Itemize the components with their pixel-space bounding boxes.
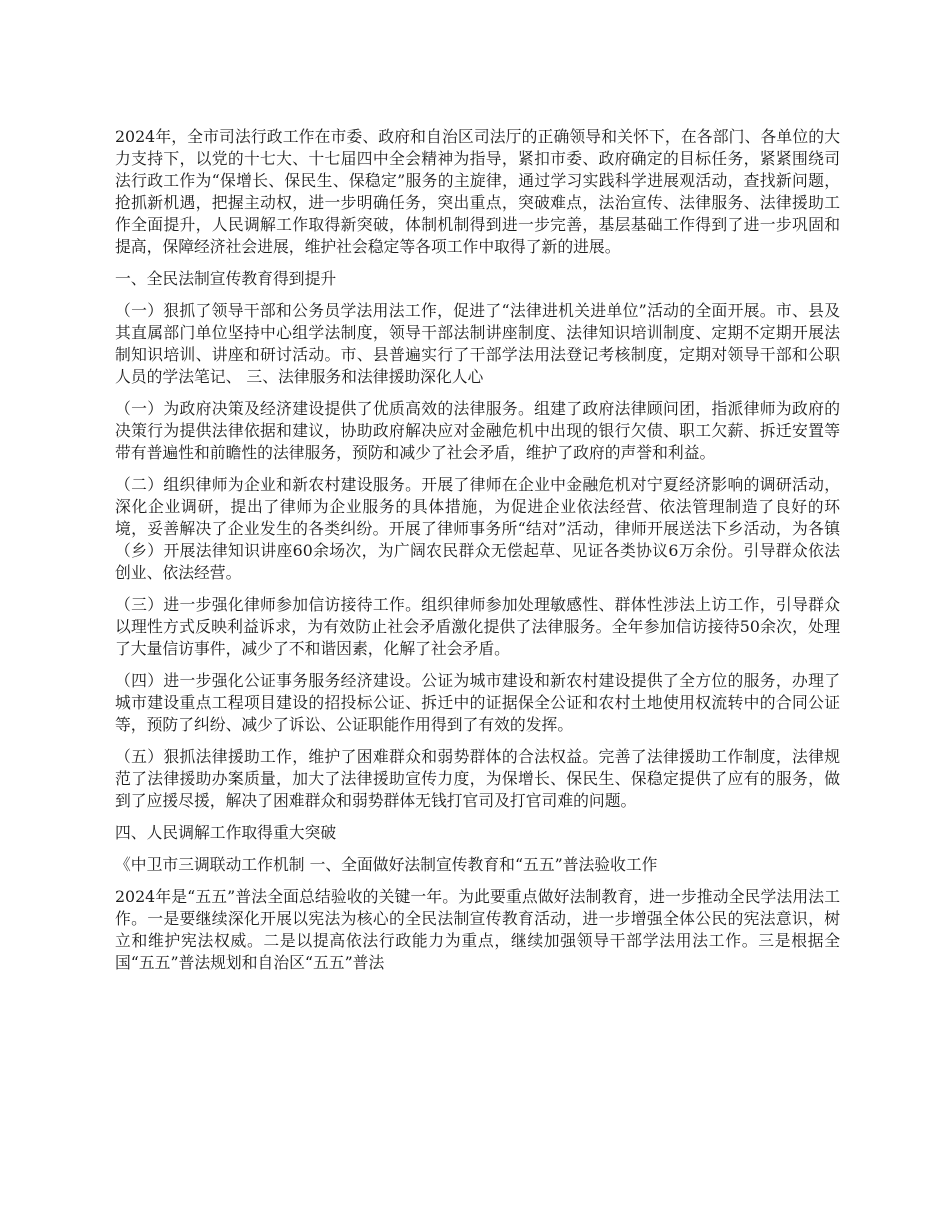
- intro-paragraph: 2024年，全市司法行政工作在市委、政府和自治区司法厅的正确领导和关怀下，在各部门、各单位的大力支持下，以党的十七大、十七届四中全会精神为指导，紧扣市委、政府确定的目标任务，紧紧围绕司法行政工作为“保增长、保民生、保稳定”服务的主旋律，通过学习实践科学进展观活动，查找新问题，抢抓新机遇，把握主动权，进一步明确任务，突出重点，突破难点，法治宣传、法律服务、法律援助工作全面提升，人民调解工作取得新突破，体制机制得到进一步完善，基层基础工作得到了进一步巩固和提高，保障经济社会进展，维护社会稳定等各项工作中取得了新的进展。: [115, 127, 840, 256]
- section-heading-1: 一、全民法制宣传教育得到提升: [115, 269, 337, 288]
- paragraph-3-3: （三）进一步强化律师参加信访接待工作。组织律师参加处理敏感性、群体性涉法上访工作，引导群众以理性方式反映利益诉求，为有效防止社会矛盾激化提供了法律服务。全年参加信访接待50余次，处理了大量信访事件，减少了不和谐因素，化解了社会矛盾。: [115, 595, 840, 658]
- paragraph-3-1: （一）为政府决策及经济建设提供了优质高效的法律服务。组建了政府法律顾问团，指派律师为政府的决策行为提供法律依据和建议，协助政府解决应对金融危机中出现的银行欠债、职工欠薪、拆迁安置等带有普遍性和前瞻性的法律服务，预防和减少了社会矛盾，维护了政府的声誉和利益。: [115, 399, 840, 462]
- paragraph-plan-2024: 2024年是“五五”普法全面总结验收的关键一年。为此要重点做好法制教育，进一步推动全民学法用法工作。一是要继续深化开展以宪法为核心的全民法制宣传教育活动，进一步增强全体公民的宪法意识，树立和维护宪法权威。二是以提高依法行政能力为重点，继续加强领导干部学法用法工作。三是根据全国“五五”普法规划和自治区“五五”普法: [115, 887, 840, 972]
- paragraph-1-1: （一）狠抓了领导干部和公务员学法用法工作，促进了“法律进机关进单位”活动的全面开展。市、县及其直属部门单位坚持中心组学法制度，领导干部法制讲座制度、法律知识培训制度、定期不定期开展法制知识培训、讲座和研讨活动。市、县普遍实行了干部学法用法登记考核制度，定期对领导干部和公职人员的学法笔记、 三、法律服务和法律援助深化人心: [115, 301, 840, 386]
- paragraph-3-4: （四）进一步强化公证事务服务经济建设。公证为城市建设和新农村建设提供了全方位的服务，办理了城市建设重点工程项目建设的招投标公证、拆迁中的证据保全公证和农村土地使用权流转中的合同公证等，预防了纠纷、减少了诉讼、公证职能作用得到了有效的发挥。: [115, 671, 840, 734]
- section-heading-4: 四、人民调解工作取得重大突破: [115, 823, 337, 842]
- document-body: [115, 126, 840, 984]
- section-heading-mechanism: 《中卫市三调联动工作机制 一、全面做好法制宣传教育和“五五”普法验收工作: [115, 855, 658, 874]
- paragraph-3-2: （二）组织律师为企业和新农村建设服务。开展了律师在企业中金融危机对宁夏经济影响的调研活动，深化企业调研，提出了律师为企业服务的具体措施，为促进企业依法经营、依法管理制造了良好的环境，妥善解决了企业发生的各类纠纷。开展了律师事务所“结对”活动，律师开展送法下乡活动，为各镇（乡）开展法律知识讲座60余场次，为广阔农民群众无偿起草、见证各类协议6万余份。引导群众依法创业、依法经营。: [115, 475, 840, 582]
- paragraph-3-5: （五）狠抓法律援助工作，维护了困难群众和弱势群体的合法权益。完善了法律援助工作制度，法律规范了法律援助办案质量，加大了法律援助宣传力度，为保增长、保民生、保稳定提供了应有的服务，做到了应援尽援，解决了困难群众和弱势群体无钱打官司及打官司难的问题。: [115, 747, 840, 810]
